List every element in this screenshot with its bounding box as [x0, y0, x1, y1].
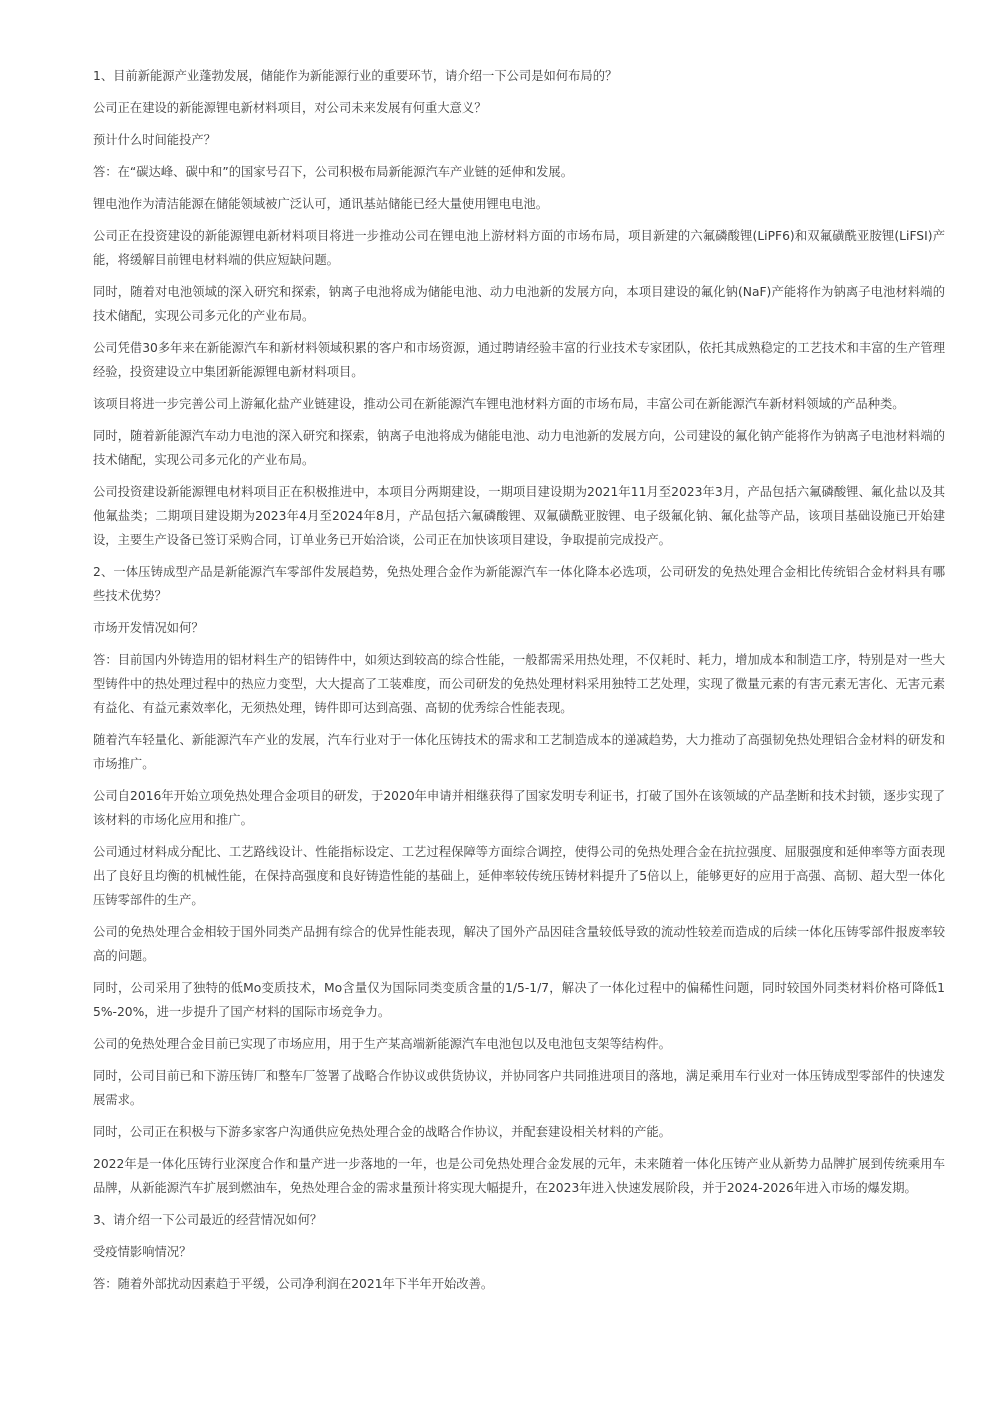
question-1-heading: 1、目前新能源产业蓬勃发展，储能作为新能源行业的重要环节，请介绍一下公司是如何布局的？: [93, 69, 618, 83]
question-1-subquestion: 公司正在建设的新能源锂电新材料项目，对公司未来发展有何重大意义？: [93, 101, 487, 115]
question-3-subquestion: 受疫情影响情况？: [93, 1245, 192, 1259]
answer-1-paragraph: 公司凭借30多年来在新能源汽车和新材料领域积累的客户和市场资源，通过聘请经验丰富的行业技术专家团队，依托其成熟稳定的工艺技术和丰富的生产管理经验，投资建设立中集团新能源锂电新材料项目。: [93, 341, 945, 379]
answer-2-paragraph: 公司自2016年开始立项免热处理合金项目的研发，于2020年申请并相继获得了国家发明专利证书，打破了国外在该领域的产品垄断和技术封锁，逐步实现了该材料的市场化应用和推广。: [93, 789, 945, 827]
document-body: [93, 64, 945, 1304]
answer-1-paragraph: 该项目将进一步完善公司上游氟化盐产业链建设，推动公司在新能源汽车锂电池材料方面的市场布局，丰富公司在新能源汽车新材料领域的产品种类。: [93, 397, 905, 411]
answer-2-paragraph: 公司的免热处理合金相较于国外同类产品拥有综合的优异性能表现，解决了国外产品因硅含量较低导致的流动性较差而造成的后续一体化压铸零部件报废率较高的问题。: [93, 925, 945, 963]
answer-1-paragraph: 锂电池作为清洁能源在储能领域被广泛认可，通讯基站储能已经大量使用锂电电池。: [93, 197, 548, 211]
answer-1-paragraph: 公司正在投资建设的新能源锂电新材料项目将进一步推动公司在锂电池上游材料方面的市场布局，项目新建的六氟磷酸锂(LiPF6)和双氟磺酰亚胺锂(LiFSI)产能，将缓解目前锂电材料端的供应短缺问题。: [93, 229, 945, 267]
answer-2-paragraph: 同时，公司采用了独特的低Mo变质技术，Mo含量仅为国际同类变质含量的1/5-1/7，解决了一体化过程中的偏稀性问题，同时较国外同类材料价格可降低15%-20%，进一步提升了国产材料的国际市场竞争力。: [93, 981, 945, 1019]
answer-2-paragraph: 公司的免热处理合金目前已实现了市场应用，用于生产某高端新能源汽车电池包以及电池包支架等结构件。: [93, 1037, 671, 1051]
question-3-heading: 3、请介绍一下公司最近的经营情况如何？: [93, 1213, 323, 1227]
answer-2-paragraph: 同时，公司目前已和下游压铸厂和整车厂签署了战略合作协议或供货协议，并协同客户共同推进项目的落地，满足乘用车行业对一体压铸成型零部件的快速发展需求。: [93, 1069, 945, 1107]
answer-2-paragraph: 同时，公司正在积极与下游多家客户沟通供应免热处理合金的战略合作协议，并配套建设相关材料的产能。: [93, 1125, 671, 1139]
answer-3-paragraph: 答：随着外部扰动因素趋于平缓，公司净利润在2021年下半年开始改善。: [93, 1277, 494, 1291]
answer-1-paragraph: 同时，随着对电池领域的深入研究和探索，钠离子电池将成为储能电池、动力电池新的发展方向，本项目建设的氟化钠(NaF)产能将作为钠离子电池材料端的技术储配，实现公司多元化的产业布局。: [93, 285, 945, 323]
question-2-heading: 2、一体压铸成型产品是新能源汽车零部件发展趋势，免热处理合金作为新能源汽车一体化降本必选项，公司研发的免热处理合金相比传统铝合金材料具有哪些技术优势？: [93, 565, 945, 603]
answer-2-paragraph: 2022年是一体化压铸行业深度合作和量产进一步落地的一年，也是公司免热处理合金发展的元年，未来随着一体化压铸产业从新势力品牌扩展到传统乘用车品牌，从新能源汽车扩展到燃油车，免热处理合金的需求量预计将实现大幅提升，在2023年进入快速发展阶段，并于2024-2026年进入市场的爆发期。: [93, 1157, 945, 1195]
question-2-subquestion: 市场开发情况如何？: [93, 621, 204, 635]
answer-1-paragraph: 答：在“碳达峰、碳中和”的国家号召下，公司积极布局新能源汽车产业链的延伸和发展。: [93, 165, 574, 179]
question-1-subquestion-timing: 预计什么时间能投产？: [93, 133, 216, 147]
answer-1-paragraph: 公司投资建设新能源锂电材料项目正在积极推进中，本项目分两期建设，一期项目建设期为2021年11月至2023年3月，产品包括六氟磷酸锂、氟化盐以及其他氟盐类；二期项目建设期为2023年4月至2024年8月，产品包括六氟磷酸锂、双氟磺酰亚胺锂、电子级氟化钠、氟化盐等产品，该项目基础设施已开始建设，主要生产设备已签订采购合同，订单业务已开始洽谈，公司正在加快该项目建设，争取提前完成投产。: [93, 485, 945, 547]
answer-2-paragraph: 随着汽车轻量化、新能源汽车产业的发展，汽车行业对于一体化压铸技术的需求和工艺制造成本的递减趋势，大力推动了高强韧免热处理铝合金材料的研发和市场推广。: [93, 733, 945, 771]
answer-1-paragraph: 同时，随着新能源汽车动力电池的深入研究和探索，钠离子电池将成为储能电池、动力电池新的发展方向，公司建设的氟化钠产能将作为钠离子电池材料端的技术储配，实现公司多元化的产业布局。: [93, 429, 945, 467]
answer-2-paragraph: 公司通过材料成分配比、工艺路线设计、性能指标设定、工艺过程保障等方面综合调控，使得公司的免热处理合金在抗拉强度、屈服强度和延伸率等方面表现出了良好且均衡的机械性能，在保持高强度和良好铸造性能的基础上，延伸率较传统压铸材料提升了5倍以上，能够更好的应用于高强、高韧、超大型一体化压铸零部件的生产。: [93, 845, 945, 907]
answer-2-paragraph: 答：目前国内外铸造用的铝材料生产的铝铸件中，如须达到较高的综合性能，一般都需采用热处理，不仅耗时、耗力，增加成本和制造工序，特别是对一些大型铸件中的热处理过程中的热应力变型，大大提高了工装难度，而公司研发的免热处理材料采用独特工艺处理，实现了微量元素的有害元素无害化、无害元素有益化、有益元素效率化，无须热处理，铸件即可达到高强、高韧的优秀综合性能表现。: [93, 653, 945, 715]
